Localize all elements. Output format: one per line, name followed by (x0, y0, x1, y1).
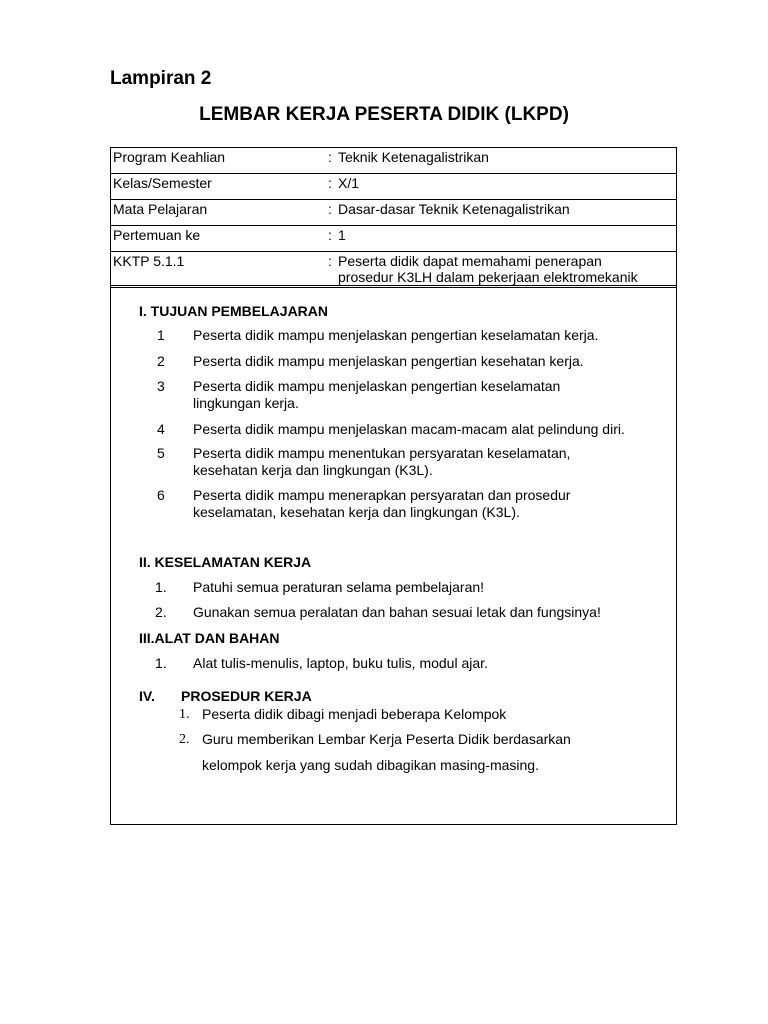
item-text: Gunakan semua peralatan dan bahan sesuai letak dan fungsinya! (193, 604, 601, 620)
item-number: 3 (157, 378, 165, 394)
info-label: KKTP 5.1.1 (111, 252, 327, 288)
item-text: Peserta didik mampu menerapkan persyaratan dan prosedur (193, 487, 571, 503)
info-value: X/1 (338, 175, 360, 191)
table-row: KKTP 5.1.1 : Peserta didik dapat memahami penerapan prosedur K3LH dalam pekerjaan elektromekanik (111, 252, 677, 288)
item-number: 4 (157, 421, 165, 437)
item-number: 2 (157, 353, 165, 369)
section-heading-procedure: PROSEDUR KERJA (181, 688, 312, 704)
item-number: 1. (155, 655, 167, 671)
item-number: 1. (179, 707, 190, 722)
item-text: Peserta didik mampu menjelaskan pengertian keselamatan (193, 378, 561, 394)
item-text: Guru memberikan Lembar Kerja Peserta Didik berdasarkan (202, 731, 571, 747)
table-row: Mata Pelajaran : Dasar-dasar Teknik Ketenagalistrikan (111, 200, 677, 226)
table-row: Kelas/Semester : X/1 (111, 174, 677, 200)
info-label: Program Keahlian (111, 148, 327, 174)
section-heading-tools: III.ALAT DAN BAHAN (139, 630, 280, 646)
item-number: 2. (155, 604, 167, 620)
document-title: LEMBAR KERJA PESERTA DIDIK (LKPD) (199, 104, 569, 125)
info-label: Mata Pelajaran (111, 200, 327, 226)
item-text: Patuhi semua peraturan selama pembelajaran! (193, 579, 485, 595)
item-number: 6 (157, 487, 165, 503)
item-number: 1. (155, 579, 167, 595)
item-text: Peserta didik mampu menjelaskan macam-macam alat pelindung diri. (193, 421, 625, 437)
item-text: lingkungan kerja. (193, 395, 299, 411)
item-number: 1 (157, 327, 165, 343)
item-text: keselamatan, kesehatan kerja dan lingkungan (K3L). (193, 504, 520, 520)
info-value: prosedur K3LH dalam pekerjaan elektromekanik (338, 269, 638, 285)
item-text: Peserta didik mampu menjelaskan pengertian keselamatan kerja. (193, 327, 599, 343)
info-table (110, 147, 677, 288)
section-heading-safety: II. KESELAMATAN KERJA (139, 554, 312, 570)
info-label: Pertemuan ke (111, 226, 327, 252)
item-number: 2. (179, 732, 190, 747)
item-text: Peserta didik mampu menentukan persyaratan keselamatan, (193, 445, 571, 461)
worksheet-content (110, 285, 677, 825)
table-row: Program Keahlian : Teknik Ketenagalistrikan (111, 148, 677, 174)
table-row: Pertemuan ke : 1 (111, 226, 677, 252)
item-text: kesehatan kerja dan lingkungan (K3L). (193, 462, 433, 478)
info-value: Dasar-dasar Teknik Ketenagalistrikan (338, 201, 570, 217)
item-text: Peserta didik dibagi menjadi beberapa Kelompok (202, 706, 507, 722)
section-heading-objectives: I. TUJUAN PEMBELAJARAN (139, 303, 329, 319)
item-text: kelompok kerja yang sudah dibagikan masing-masing. (202, 757, 539, 773)
item-number: 5 (157, 445, 165, 461)
info-value: Teknik Ketenagalistrikan (338, 149, 489, 165)
item-text: Alat tulis-menulis, laptop, buku tulis, modul ajar. (193, 655, 488, 671)
item-text: Peserta didik mampu menjelaskan pengertian kesehatan kerja. (193, 353, 584, 369)
info-label: Kelas/Semester (111, 174, 327, 200)
info-value: 1 (338, 227, 346, 243)
attachment-label: Lampiran 2 (110, 68, 212, 89)
section-number-procedure: IV. (139, 688, 155, 704)
info-value: Peserta didik dapat memahami penerapan (338, 253, 602, 269)
